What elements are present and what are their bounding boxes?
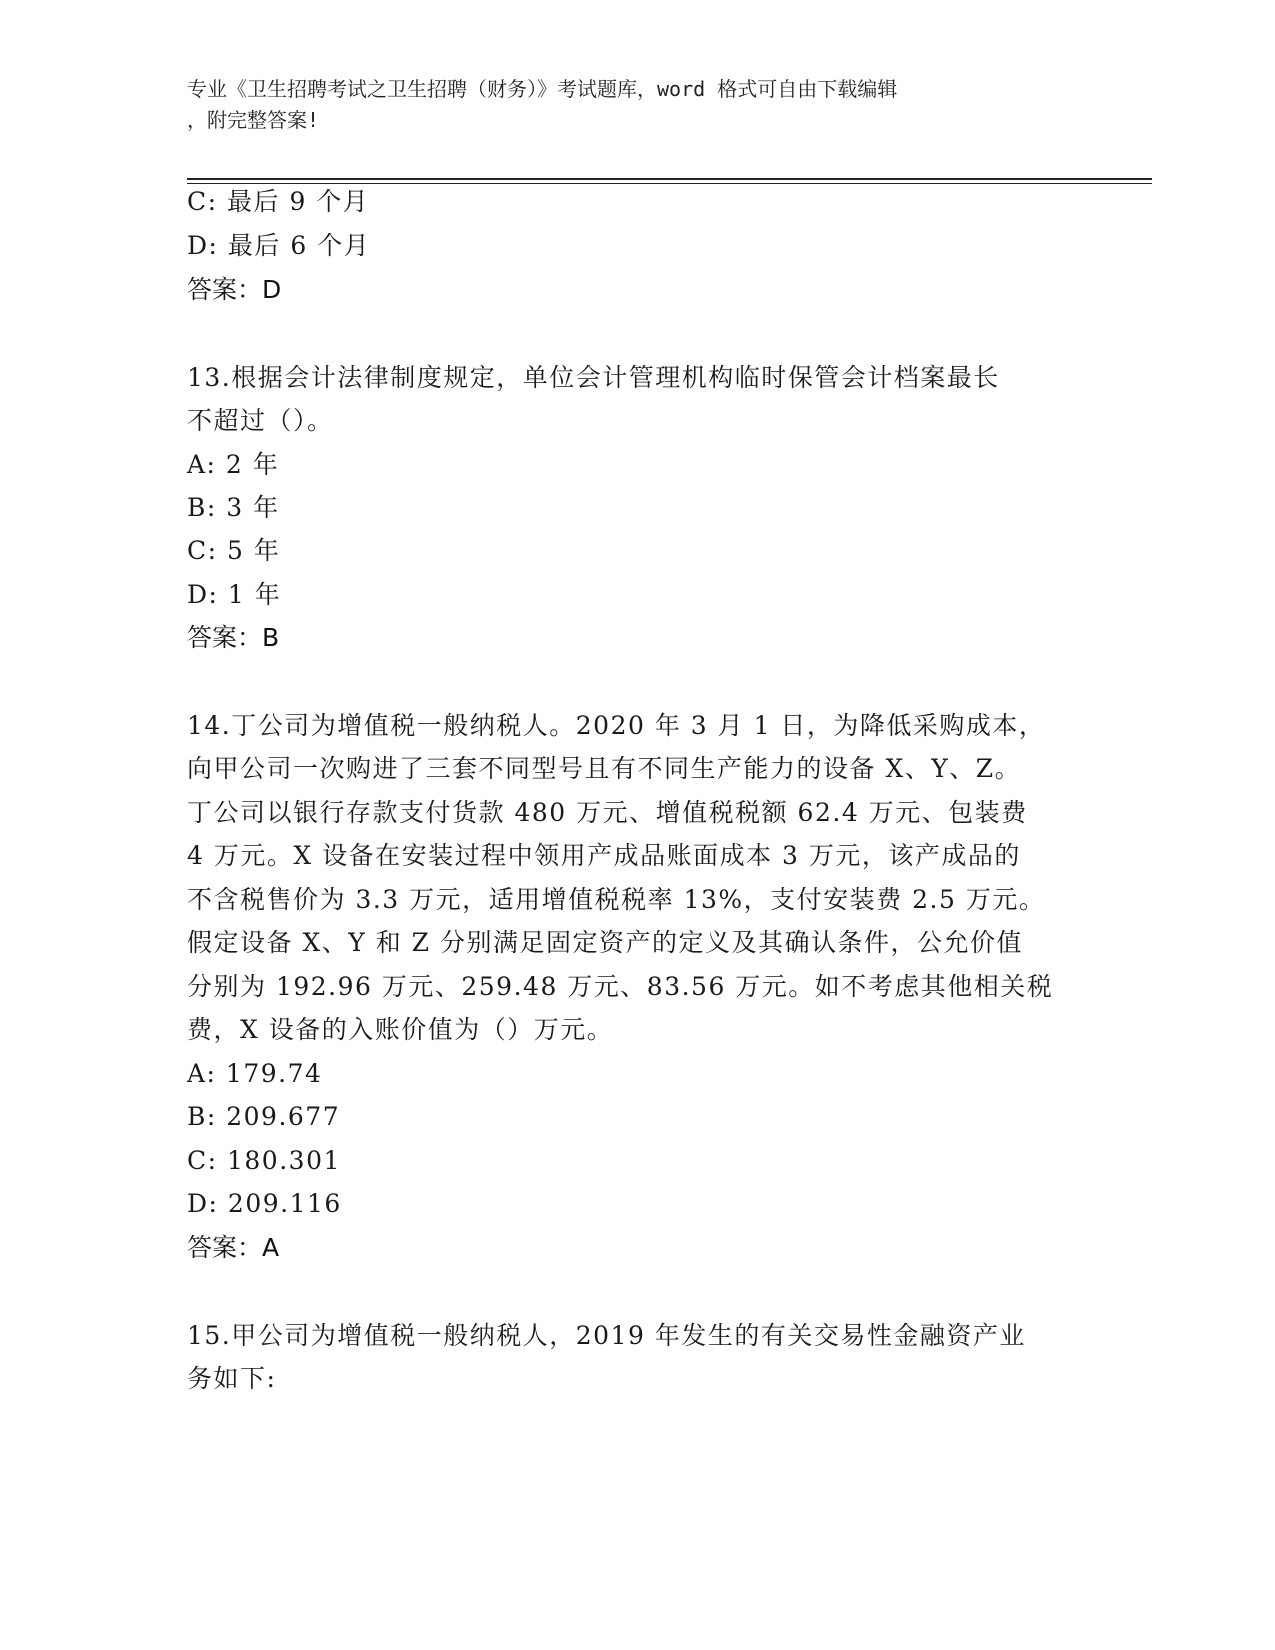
q14-stem-line7: 分别为 192.96 万元、259.48 万元、83.56 万元。如不考虑其他相关税	[187, 972, 1054, 1001]
header-subtitle: ，附完整答案!	[187, 108, 320, 132]
header-title: 专业《卫生招聘考试之卫生招聘（财务）》考试题库，word 格式可自由下载编辑	[187, 77, 898, 101]
q13-option-c: C: 5 年	[187, 536, 281, 565]
q13-option-a: A: 2 年	[187, 450, 280, 479]
q13-option-b: B: 3 年	[187, 493, 280, 522]
page-header	[187, 74, 1067, 136]
q14-stem-line5: 不含税售价为 3.3 万元，适用增值税税率 13%，支付安装费 2.5 万元。	[187, 885, 1046, 914]
q14-stem-line8: 费，X 设备的入账价值为（）万元。	[187, 1015, 614, 1044]
q12-option-c: C: 最后 9 个月	[187, 187, 370, 216]
q15-stem-line1: 15.甲公司为增值税一般纳税人，2019 年发生的有关交易性金融资产业	[187, 1321, 1026, 1350]
q12-option-d: D: 最后 6 个月	[187, 231, 371, 260]
q14-stem-line3: 丁公司以银行存款支付货款 480 万元、增值税税额 62.4 万元、包装费	[187, 798, 1028, 827]
q14-stem-line6: 假定设备 X、Y 和 Z 分别满足固定资产的定义及其确认条件，公允价值	[187, 928, 1023, 957]
q14-stem-line4: 4 万元。X 设备在安装过程中领用产成品账面成本 3 万元，该产成品的	[187, 841, 1021, 870]
q13-stem-line2: 不超过（）。	[187, 406, 334, 435]
q12-answer: 答案：D	[187, 275, 282, 304]
q14-option-a: A: 179.74	[187, 1059, 323, 1088]
header-divider-thick	[187, 178, 1152, 180]
q14-option-c: C: 180.301	[187, 1146, 341, 1175]
q15-stem-line2: 务如下:	[187, 1364, 277, 1393]
q13-stem-line1: 13.根据会计法律制度规定，单位会计管理机构临时保管会计档案最长	[187, 363, 1000, 392]
q14-stem-line1: 14.丁公司为增值税一般纳税人。2020 年 3 月 1 日，为降低采购成本，	[187, 711, 1046, 740]
q14-stem-line2: 向甲公司一次购进了三套不同型号且有不同生产能力的设备 X、Y、Z。	[187, 754, 1022, 783]
q14-option-b: B: 209.677	[187, 1102, 341, 1131]
q13-answer: 答案：B	[187, 623, 280, 652]
header-divider-thin	[187, 183, 1152, 184]
q13-option-d: D: 1 年	[187, 580, 282, 609]
q14-option-d: D: 209.116	[187, 1189, 342, 1218]
q14-answer: 答案：A	[187, 1233, 280, 1262]
